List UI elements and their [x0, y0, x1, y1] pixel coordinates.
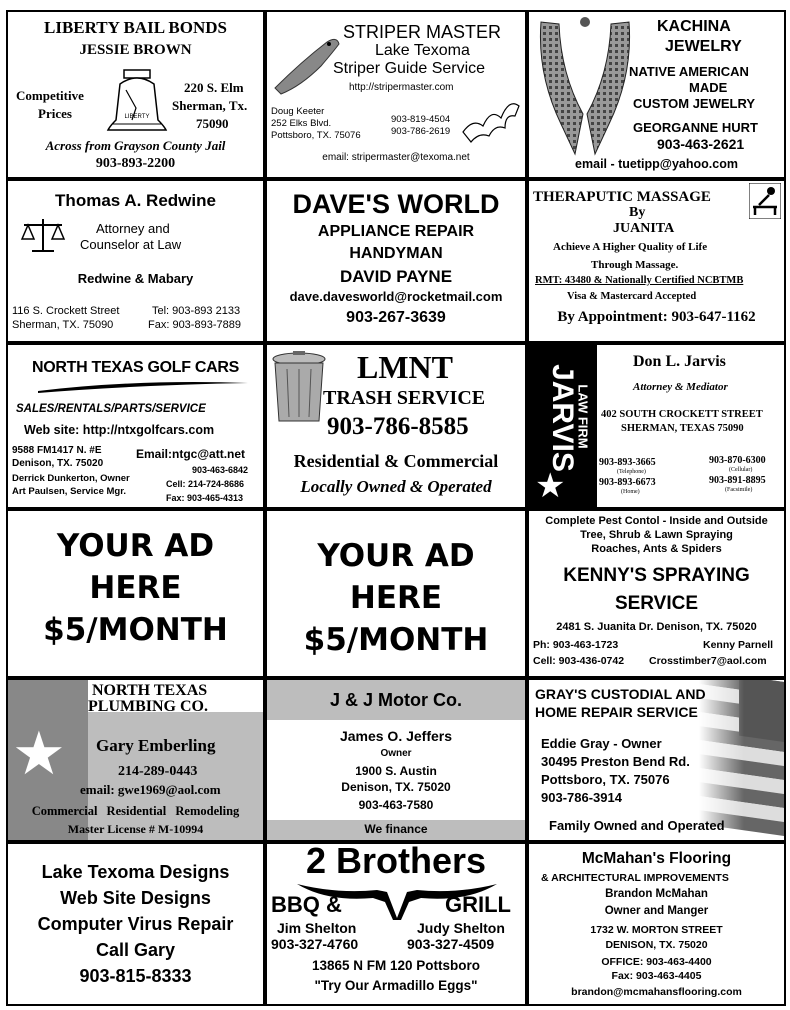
- massage-icon: [749, 183, 781, 219]
- ad-text: Striper Guide Service: [333, 60, 486, 77]
- ad-price: $5/MONTH: [303, 622, 489, 658]
- trash-can-icon: [271, 351, 327, 423]
- ad-jj-motor: [265, 678, 527, 842]
- ad-text: BBQ &: [271, 892, 342, 917]
- logo-text: LAW FIRM: [575, 384, 591, 449]
- ad-text: Sherman, TX. 75090: [12, 319, 114, 331]
- ad-text: APPLIANCE REPAIR: [317, 223, 475, 240]
- ad-name: DAVID PAYNE: [339, 267, 453, 286]
- ad-phone: 903-815-8333: [79, 966, 192, 986]
- ad-phone: 903-267-3639: [346, 309, 446, 326]
- ad-phone: 214-289-0443: [118, 764, 198, 779]
- ad-title: PLUMBING CO.: [88, 698, 208, 715]
- ad-placeholder-1: [6, 509, 265, 678]
- ad-tagline: "Try Our Armadillo Eggs": [314, 978, 478, 993]
- ad-email: Email:ntgc@att.net: [136, 447, 246, 461]
- ad-url: http://stripermaster.com: [349, 82, 454, 93]
- ad-redwine-attorney: [6, 179, 265, 343]
- ad-text: YOUR AD: [56, 528, 215, 564]
- ad-name: JUANITA: [613, 221, 675, 236]
- ad-phone: 903-893-2200: [95, 156, 176, 171]
- ad-kennys-spraying: [527, 509, 786, 678]
- ad-phone: 903-463-2621: [657, 136, 745, 152]
- ad-title: DAVE'S WORLD: [292, 189, 500, 219]
- ad-title: LMNT: [357, 349, 453, 385]
- ad-mcmahans-flooring: [527, 842, 786, 1006]
- jarvis-logo: [529, 345, 597, 507]
- ad-email: email: gwe1969@aol.com: [80, 782, 221, 797]
- ad-phone: 903-463-6842: [192, 465, 249, 475]
- ad-text: HANDYMAN: [349, 245, 443, 262]
- ad-text: CUSTOM JEWELRY: [633, 96, 756, 111]
- ad-text: Pottsboro, TX. 75076: [271, 130, 361, 141]
- ad-phone: OFFICE: 903-463-4400: [601, 956, 712, 968]
- swoosh-logo: [38, 379, 248, 395]
- ad-text: Lake Texoma: [375, 42, 470, 59]
- ad-text: Tree, Shrub & Lawn Spraying: [580, 529, 733, 541]
- ad-title: KACHINA: [657, 18, 731, 35]
- ad-text: RMT: 43480 & Nationally Certified NCBTMB: [535, 275, 744, 286]
- ad-text: Pottsboro, TX. 75076: [541, 772, 670, 787]
- ad-name: Eddie Gray - Owner: [541, 736, 662, 751]
- star-icon: ★: [12, 719, 66, 789]
- ad-text: NATIVE AMERICAN: [629, 64, 749, 79]
- ad-north-texas-plumbing: [6, 678, 265, 842]
- ad-tagline: Locally Owned & Operated: [300, 477, 492, 496]
- ad-lake-texoma-designs: [6, 842, 265, 1006]
- ad-phone: 903-786-2619: [391, 126, 451, 137]
- ad-title: McMahan's Flooring: [581, 850, 732, 867]
- ad-kachina-jewelry: [527, 10, 786, 179]
- american-flag-image: [699, 680, 786, 840]
- ad-phone: By Appointment: 903-647-1162: [557, 309, 756, 325]
- ad-email: brandon@mcmahansflooring.com: [571, 986, 742, 998]
- ad-phone: 903-819-4504: [391, 114, 451, 125]
- ad-text: 402 SOUTH CROCKETT STREET: [601, 409, 763, 420]
- ad-title: HOME REPAIR SERVICE: [535, 704, 698, 720]
- ad-name: Jim Shelton: [277, 920, 357, 936]
- ad-text: GRILL: [445, 892, 511, 917]
- ad-daves-world: [265, 179, 527, 343]
- ad-text: HERE: [89, 570, 182, 606]
- ad-text: Complete Pest Contol - Inside and Outside: [545, 515, 768, 527]
- ad-text: Denison, TX. 75020: [12, 458, 104, 469]
- ad-title: LIBERTY BAIL BONDS: [44, 18, 227, 37]
- ad-text: Attorney and: [96, 221, 170, 236]
- ad-text: & ARCHITECTURAL IMPROVEMENTS: [541, 872, 729, 884]
- ad-text: YOUR AD: [317, 538, 475, 574]
- ad-title: NORTH TEXAS: [92, 682, 208, 699]
- ad-phone: Cell: 214-724-8686: [166, 479, 245, 489]
- ad-text: SALES/RENTALS/PARTS/SERVICE: [16, 403, 206, 415]
- ad-text: 30495 Preston Bend Rd.: [541, 754, 690, 769]
- ad-text: Roaches, Ants & Spiders: [591, 543, 722, 555]
- ad-text: 13865 N FM 120 Pottsboro: [311, 958, 481, 973]
- ad-name: GEORGANNE HURT: [633, 120, 758, 135]
- ad-phone: 903-463-7580: [358, 798, 434, 812]
- scales-of-justice-icon: [20, 215, 66, 255]
- ad-text: SHERMAN, TEXAS 75090: [621, 423, 744, 434]
- ad-text: Art Paulsen, Service Mgr.: [12, 486, 127, 497]
- ad-phone: 903-327-4509: [407, 936, 495, 952]
- ad-text: Doug Keeter: [271, 106, 325, 117]
- ad-text: Derrick Dunkerton, Owner: [12, 473, 130, 484]
- ad-text: 9588 FM1417 N. #E: [12, 445, 102, 456]
- jewelry-necklace-icon: [531, 14, 639, 160]
- ad-title: NORTH TEXAS GOLF CARS: [31, 359, 240, 376]
- ad-name: Don L. Jarvis: [633, 353, 726, 370]
- ad-striper-master: [265, 10, 527, 179]
- ad-text: HERE: [349, 580, 443, 616]
- ad-title: J & J Motor Co.: [329, 690, 462, 710]
- ad-title: Thomas A. Redwine: [55, 191, 216, 210]
- ad-text: Competitive: [16, 88, 84, 103]
- ad-tagline: Across from Grayson County Jail: [45, 138, 226, 153]
- ad-theraputic-massage: [527, 179, 786, 343]
- ad-name: Brandon McMahan: [605, 888, 708, 900]
- ad-text: Owner: [380, 748, 412, 759]
- ad-title: KENNY'S SPRAYING: [563, 565, 750, 586]
- ad-text: By: [629, 205, 646, 220]
- ad-email: email - tuetipp@yahoo.com: [575, 157, 738, 171]
- ad-text: Achieve A Higher Quality of Life: [553, 241, 708, 253]
- ad-name: JESSIE BROWN: [79, 42, 192, 58]
- star-icon: ★: [535, 466, 566, 506]
- ad-url: Web site: http://ntxgolfcars.com: [24, 423, 215, 437]
- ad-placeholder-2: [265, 509, 527, 678]
- ad-phone: 903-870-6300: [709, 455, 766, 466]
- ad-text: TRASH SERVICE: [323, 387, 486, 409]
- ad-price: $5/MONTH: [43, 612, 228, 648]
- ad-text: Commercial Residential Remodeling: [31, 804, 240, 818]
- svg-text:LIBERTY: LIBERTY: [124, 114, 150, 120]
- ad-label: (Telephone): [617, 469, 646, 475]
- ad-text: Visa & Mastercard Accepted: [567, 291, 697, 302]
- ad-text: DENISON, TX. 75020: [605, 939, 708, 951]
- ad-phone: Cell: 903-436-0742: [533, 655, 625, 667]
- ad-text: Counselor at Law: [80, 237, 182, 252]
- ad-text: Sherman, Tx.: [172, 98, 248, 113]
- ad-name: James O. Jeffers: [339, 728, 453, 744]
- ad-email: email: stripermaster@texoma.net: [322, 152, 470, 163]
- ad-text: Lake Texoma Designs: [41, 862, 230, 882]
- ad-title: GRAY'S CUSTODIAL AND: [535, 686, 706, 702]
- ad-phone: 903-893-3665: [599, 457, 656, 468]
- ad-phone: 903-786-3914: [541, 790, 622, 805]
- ad-north-texas-golf-cars: [6, 343, 265, 509]
- ad-text: 75090: [196, 116, 229, 131]
- ad-phone: 903-893-6673: [599, 477, 656, 488]
- lake-map-icon: [459, 88, 523, 148]
- ad-text: Owner and Manger: [604, 905, 709, 917]
- ad-text: Master License # M-10994: [67, 822, 204, 836]
- ad-text: Prices: [38, 106, 72, 121]
- ad-phone: 903-786-8585: [327, 413, 469, 440]
- ad-text: 2481 S. Juanita Dr. Denison, TX. 75020: [556, 621, 757, 633]
- ad-fax: 903-891-8895: [709, 475, 766, 486]
- ad-text: Computer Virus Repair: [37, 914, 234, 934]
- ad-name: Gary Emberling: [96, 736, 216, 755]
- ad-text: MADE: [689, 80, 728, 95]
- liberty-bell-icon: [106, 68, 168, 138]
- ad-text: 1900 S. Austin: [355, 764, 437, 778]
- ad-text: Web Site Designs: [60, 888, 211, 908]
- ad-text: 1732 W. MORTON STREET: [590, 924, 723, 936]
- ad-lmnt-trash: [265, 343, 527, 509]
- ad-text: Call Gary: [95, 940, 176, 960]
- ad-phone: Ph: 903-463-1723: [533, 639, 619, 651]
- ad-tagline: Family Owned and Operated: [549, 818, 725, 833]
- ad-label: (Home): [621, 489, 640, 495]
- ad-email: dave.davesworld@rocketmail.com: [289, 289, 503, 304]
- ad-label: (Facsimile): [725, 487, 753, 493]
- ad-title: SERVICE: [614, 593, 699, 614]
- ad-text: Redwine & Mabary: [77, 271, 194, 286]
- ad-fax: Fax: 903-465-4313: [166, 493, 244, 503]
- ad-label: (Cellular): [729, 467, 753, 473]
- ad-fax: Fax: 903-893-7889: [148, 319, 241, 331]
- ad-liberty-bail-bonds: [6, 10, 265, 179]
- fish-icon: [271, 32, 341, 98]
- ad-phone: 903-327-4760: [271, 936, 359, 952]
- ad-text: Attorney & Mediator: [633, 381, 728, 393]
- ad-phone: Tel: 903-893 2133: [152, 305, 241, 317]
- ad-title: STRIPER MASTER: [343, 22, 502, 42]
- logo-text: JARVIS: [546, 364, 579, 472]
- ad-title: JEWELRY: [665, 38, 742, 55]
- ad-text: 252 Elks Blvd.: [271, 118, 332, 129]
- ad-name: Judy Shelton: [417, 920, 505, 936]
- ad-text: Denison, TX. 75020: [341, 780, 451, 794]
- ad-jarvis-law-firm: [527, 343, 786, 509]
- ad-name: Kenny Parnell: [703, 639, 774, 651]
- ad-text: Residential & Commercial: [293, 451, 499, 471]
- ad-title: 2 Brothers: [305, 842, 487, 881]
- ad-tagline: We finance: [364, 822, 428, 836]
- ad-text: Through Massage.: [591, 259, 679, 271]
- ad-title: THERAPUTIC MASSAGE: [533, 189, 711, 205]
- ad-email: Crosstimber7@aol.com: [649, 655, 767, 667]
- ad-text: 116 S. Crockett Street: [12, 305, 120, 317]
- ad-fax: Fax: 903-463-4405: [611, 970, 702, 982]
- ad-2-brothers-bbq: [265, 842, 527, 1006]
- ad-grays-custodial: [527, 678, 786, 842]
- ad-text: 220 S. Elm: [184, 80, 244, 95]
